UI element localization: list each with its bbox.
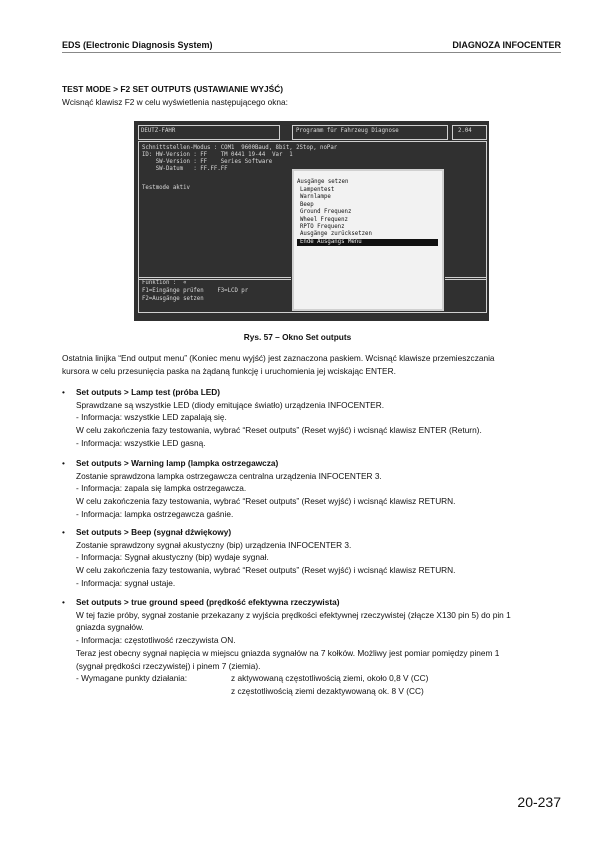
item-title: Set outputs > Warning lamp (lampka ostrzegawcza) <box>76 458 279 468</box>
outputs-menu <box>297 187 438 246</box>
status-line: Testmode aktiv <box>142 185 190 191</box>
popup-title: Ausgänge setzen <box>297 179 349 185</box>
header-right: DIAGNOZA INFOCENTER <box>452 40 561 50</box>
item-line: - Informacja: częstotliwość rzeczywista ON. <box>76 635 236 646</box>
item-line: W tej fazie próby, sygnał zostanie przekazany z wyjścia prędkości efektywnej rzeczywistej (złącze X130 pin 5) do pin 1 <box>76 609 511 620</box>
requirement-value: z częstotliwością ziemi dezaktywowaną ok. 8 V (CC) <box>231 685 424 696</box>
requirement-row <box>76 685 566 698</box>
brand-label: DEUTZ-FAHR <box>141 128 176 134</box>
version-label: 2.04 <box>458 128 472 134</box>
bullet-dot: • <box>62 597 65 607</box>
bullet-dot: • <box>62 387 65 397</box>
outputs-popup <box>292 169 444 311</box>
paragraph-line: kursora w celu przesunięcia paska na żądaną funkcję i uruchomienia jej wciskając ENTER. <box>62 365 396 376</box>
bullet-dot: • <box>62 527 65 537</box>
item-line: W celu zakończenia fazy testowania, wybrać “Reset outputs” (Reset wyjść) i wcisnąć klawisz RETURN. <box>76 496 456 507</box>
function-line: F1=Eingänge prüfen F3=LCD pr <box>142 288 249 294</box>
intro-text: Wcisnąć klawisz F2 w celu wyświetlenia następującego okna: <box>62 97 288 107</box>
menu-item-ground-frequenz[interactable]: Ground Frequenz <box>300 209 352 216</box>
menu-item-wheel-frequenz[interactable]: Wheel Frequenz <box>300 216 348 223</box>
header-left: EDS (Electronic Diagnosis System) <box>62 40 213 50</box>
function-line: F2=Ausgänge setzen <box>142 296 204 302</box>
menu-item-beep[interactable]: Beep <box>300 201 314 208</box>
item-line: Teraz jest obecny sygnał napięcia w miejscu gniazda sygnałów na 7 kołków. Możliwy jest pomiar pomiędzy pinem 1 <box>76 647 500 658</box>
program-label: Programm für Fahrzeug Diagnose <box>296 128 399 134</box>
item-line: Zostanie sprawdzony sygnał akustyczny (bip) urządzenia INFOCENTER 3. <box>76 539 352 550</box>
menu-item-rpto-frequenz[interactable]: RPTO Frequenz <box>300 223 345 230</box>
list-item <box>76 386 566 450</box>
body-paragraph <box>62 352 562 377</box>
list-item <box>76 596 566 698</box>
status-line: ID: HW-Version : FF TM 0441 19-44 Var 1 <box>142 152 293 158</box>
list-item <box>76 526 566 590</box>
item-line: (sygnał prędkości rzeczywistej) i pinem 7 (ziemia). <box>76 660 261 671</box>
status-line: Schnittstellen-Modus : COM1 9600Baud, 8bit, 2Stop, noPar <box>142 145 338 151</box>
requirement-value: z aktywowaną częstotliwością ziemi, około 0,8 V (CC) <box>231 673 429 684</box>
paragraph-line: Ostatnia linijka “End output menu” (Koniec menu wyjść) jest zaznaczona paskiem. Wcisnąć klawisze przemieszczania <box>62 353 495 363</box>
requirement-row <box>76 672 566 685</box>
item-line: Sprawdzane są wszystkie LED (diody emitujące światło) urządzenia INFOCENTER. <box>76 399 385 410</box>
item-line: W celu zakończenia fazy testowania, wybrać “Reset outputs” (Reset wyjść) i wcisnąć klawisz RETURN. <box>76 565 456 576</box>
item-line: W celu zakończenia fazy testowania, wybrać “Reset outputs” (Reset wyjść) i wcisnąć klawisz ENTER (Return). <box>76 425 482 436</box>
set-outputs-screenshot <box>134 121 489 321</box>
function-line: Funktion : « <box>142 280 187 286</box>
status-line: SW-Datum : FF.FF.FF <box>142 166 228 172</box>
item-line: - Informacja: sygnał ustaje. <box>76 577 176 588</box>
item-title: Set outputs > Beep (sygnał dźwiękowy) <box>76 527 232 537</box>
menu-item-warnlampe[interactable]: Warnlampe <box>300 194 331 201</box>
figure-caption: Rys. 57 – Okno Set outputs <box>243 332 352 342</box>
page-number: 20-237 <box>517 794 561 810</box>
item-line: - Informacja: Sygnał akustyczny (bip) wydaje sygnał. <box>76 552 269 563</box>
item-line: - Informacja: lampka ostrzegawcza gaśnie. <box>76 508 234 519</box>
item-line: gniazda sygnałów. <box>76 622 144 633</box>
item-title: Set outputs > true ground speed (prędkość efektywna rzeczywista) <box>76 597 340 607</box>
header-divider <box>62 52 561 53</box>
requirement-label: - Wymagane punkty działania: <box>76 673 188 684</box>
list-item <box>76 457 566 521</box>
bullet-dot: • <box>62 458 65 468</box>
menu-item-reset-outputs[interactable]: Ausgänge zurücksetzen <box>300 231 372 238</box>
section-title: TEST MODE > F2 SET OUTPUTS (USTAWIANIE WYJŚĆ) <box>62 84 284 94</box>
item-line: - Informacja: wszystkie LED zapalają się. <box>76 412 227 423</box>
menu-item-end-menu[interactable]: Ende Ausgangs Menü <box>297 239 438 246</box>
item-line: - Informacja: zapala się lampka ostrzegawcza. <box>76 483 247 494</box>
item-title: Set outputs > Lamp test (próba LED) <box>76 387 221 397</box>
menu-item-lampentest[interactable]: Lampentest <box>300 187 335 193</box>
item-line: - Informacja: wszystkie LED gasną. <box>76 437 206 448</box>
status-line: SW-Version : FF Series Software <box>142 159 273 165</box>
item-line: Zostanie sprawdzona lampka ostrzegawcza centralna urządzenia INFOCENTER 3. <box>76 470 382 481</box>
